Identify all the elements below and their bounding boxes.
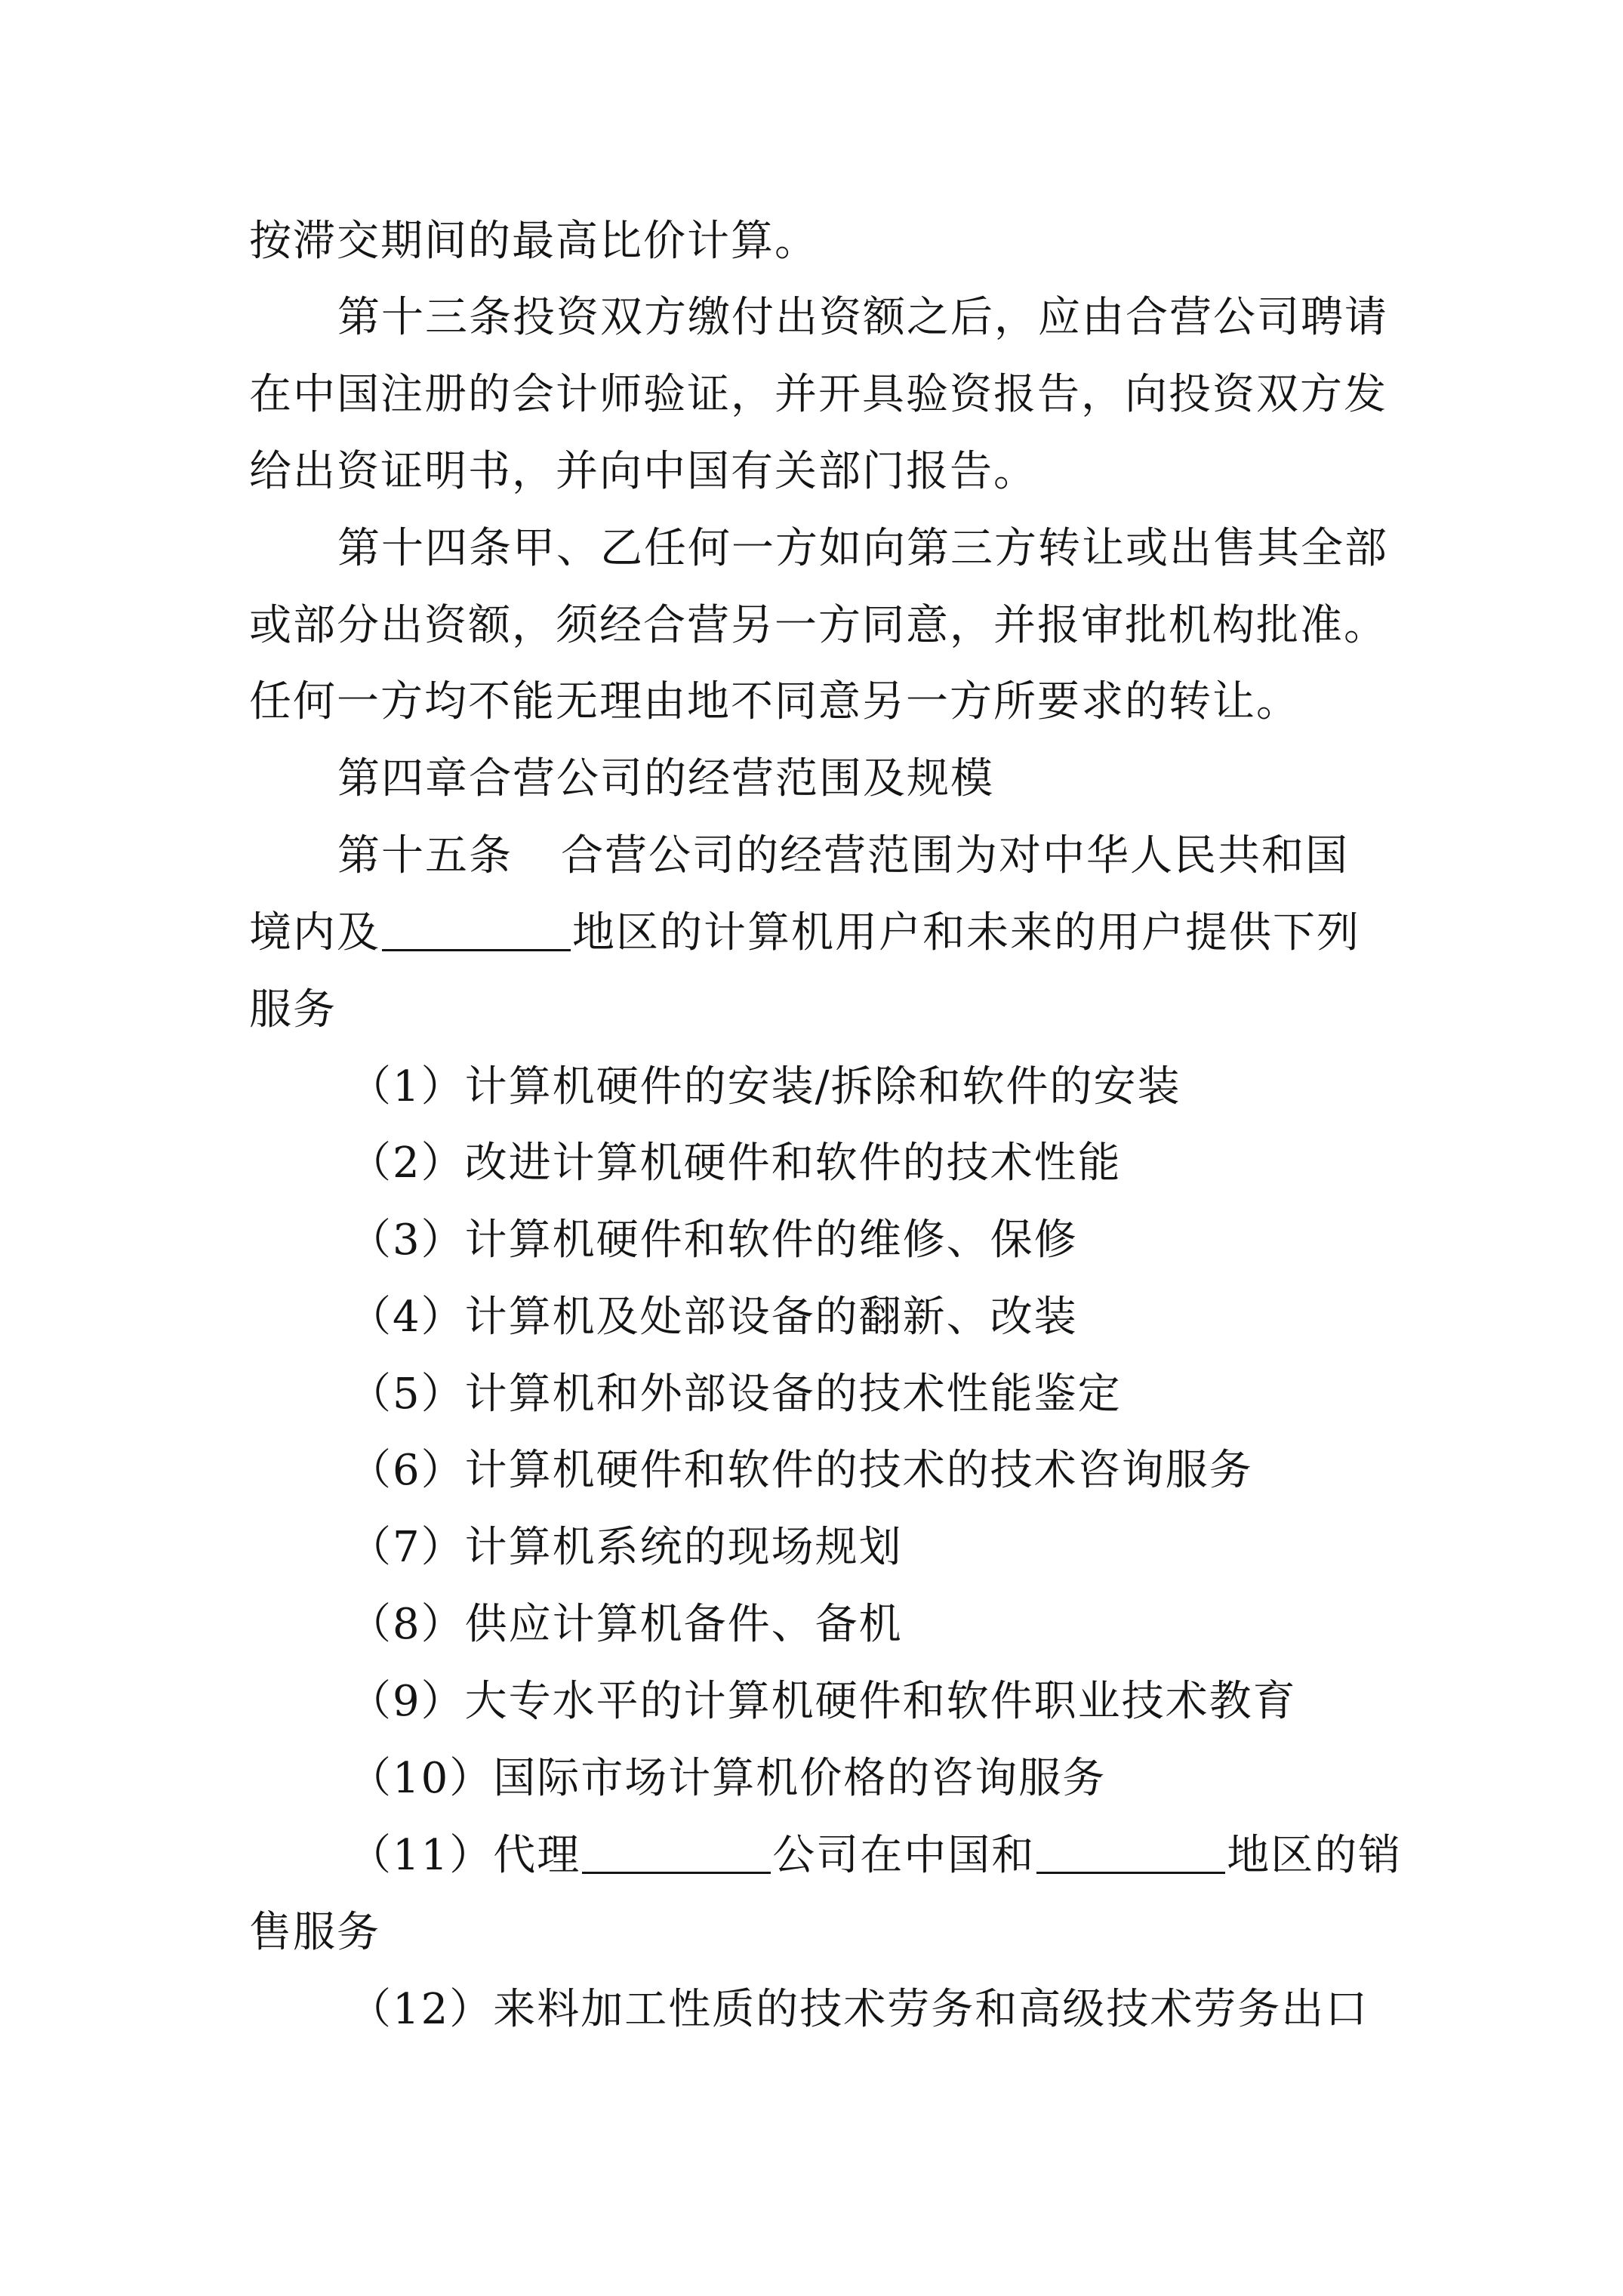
list-item: （8）供应计算机备件、备机 <box>349 1600 903 1649</box>
chapter-heading: 第四章合营公司的经营范围及规模 <box>337 754 994 803</box>
text-line <box>249 895 1360 971</box>
text-line: 售服务 <box>249 1908 380 1957</box>
text-segment: 境内及 <box>249 908 380 957</box>
list-item: （9）大专水平的计算机硬件和软件职业技术教育 <box>349 1677 1297 1726</box>
text-line: 按滞交期间的最高比价计算。 <box>249 217 818 266</box>
article-15-text: 合营公司的经营范围为对中华人民共和国 <box>561 831 1349 880</box>
list-item: （5）计算机和外部设备的技术性能鉴定 <box>349 1370 1122 1419</box>
text-segment: 公司在中国和 <box>772 1831 1036 1880</box>
list-item: （10）国际市场计算机价格的咨询服务 <box>349 1754 1107 1803</box>
text-line: 给出资证明书，并向中国有关部门报告。 <box>249 447 1037 496</box>
fill-in-blank <box>1036 1829 1225 1874</box>
text-line: 服务 <box>249 985 337 1034</box>
list-item: （7）计算机系统的现场规划 <box>349 1523 903 1572</box>
list-item: （3）计算机硬件和软件的维修、保修 <box>349 1216 1078 1265</box>
text-segment: 地区的销 <box>1227 1831 1403 1880</box>
text-line: 或部分出资额，须经合营另一方同意，并报审批机构批准。 <box>249 601 1387 650</box>
text-line: 在中国注册的会计师验证，并开具验资报告，向投资双方发 <box>249 370 1387 419</box>
list-item: （1）计算机硬件的安装/拆除和软件的安装 <box>349 1062 1181 1111</box>
list-item: （6）计算机硬件和软件的技术的技术咨询服务 <box>349 1446 1253 1495</box>
fill-in-blank <box>382 907 571 951</box>
article-13-line: 第十三条投资双方缴付出资额之后，应由合营公司聘请 <box>337 293 1388 342</box>
article-14-line: 第十四条甲、乙任何一方如向第三方转让或出售其全部 <box>337 524 1388 573</box>
list-item <box>349 1818 1402 1894</box>
list-item: （4）计算机及处部设备的翻新、改装 <box>349 1293 1078 1342</box>
article-15-label: 第十五条 <box>337 831 513 880</box>
text-segment: （11）代理 <box>349 1831 581 1880</box>
fill-in-blank <box>582 1829 771 1874</box>
text-segment: 地区的计算机用户和未来的用户提供下列 <box>572 908 1360 957</box>
list-item: （2）改进计算机硬件和软件的技术性能 <box>349 1139 1122 1188</box>
list-item: （12）来料加工性质的技术劳务和高级技术劳务出口 <box>349 1985 1369 2034</box>
text-line: 任何一方均不能无理由地不同意另一方所要求的转让。 <box>249 677 1300 726</box>
article-15-line <box>337 818 1349 894</box>
